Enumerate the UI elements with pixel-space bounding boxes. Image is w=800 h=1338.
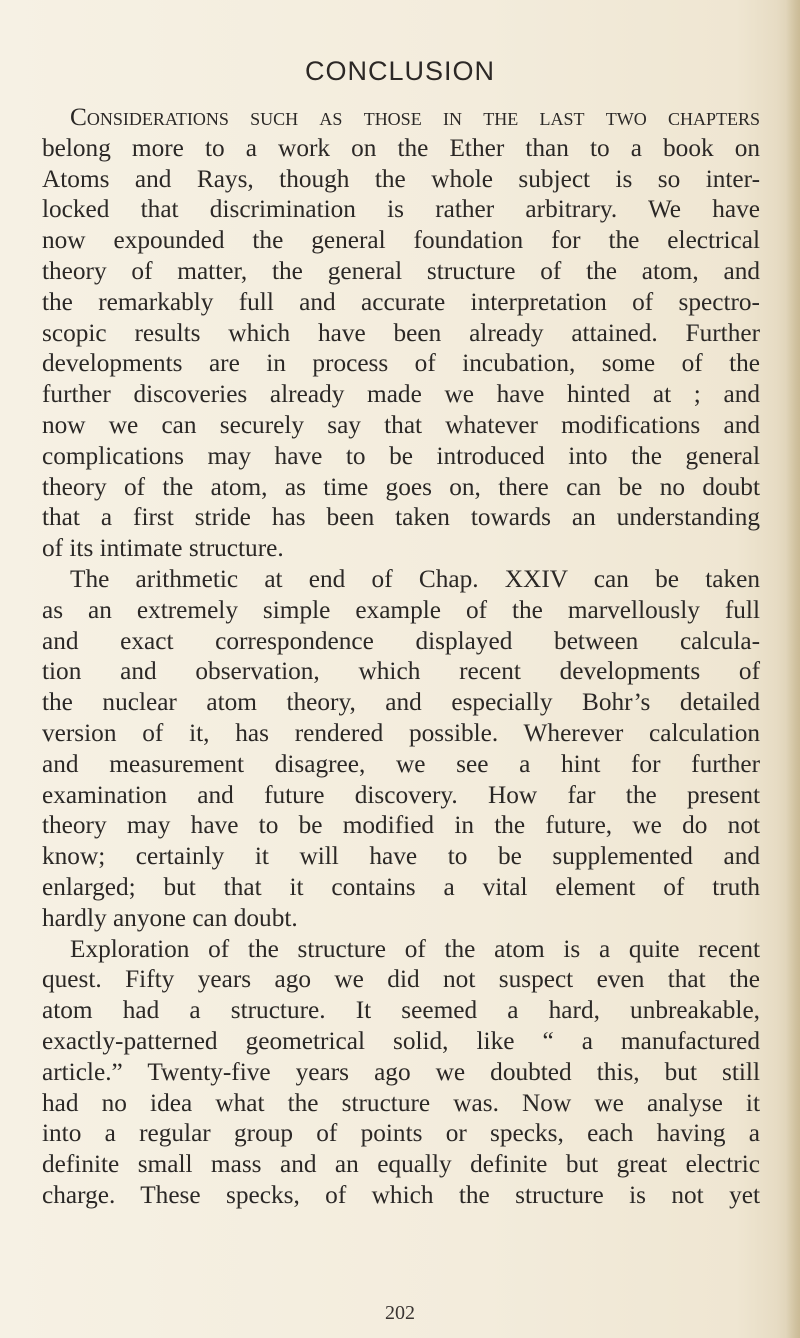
text-line: tion and observation, which recent developments of (42, 657, 760, 686)
text-line: examination and future discovery. How far the present (42, 780, 760, 809)
text-line: of its intimate structure. (42, 534, 284, 563)
page-title: CONCLUSION (304, 56, 496, 86)
text-line: Atoms and Rays, though the whole subject is so inter- (42, 164, 760, 193)
text-line: article.” Twenty-five years ago we doubted this, but still (42, 1057, 760, 1086)
text-line: definite small mass and an equally definite but great electric (42, 1150, 760, 1179)
text-line: version of it, has rendered possible. Wherever calculation (42, 718, 760, 747)
text-line: and measurement disagree, we see a hint for further (42, 749, 760, 778)
text-line: charge. These specks, of which the structure is not yet (42, 1180, 760, 1209)
text-line: had no idea what the structure was. Now we analyse it (42, 1088, 760, 1117)
text-line: hardly anyone can doubt. (42, 903, 298, 932)
text-line: scopic results which have been already attained. Further (42, 318, 760, 347)
text-line: theory may have to be modified in the future, we do not (42, 811, 760, 840)
text-line: as an extremely simple example of the marvellously full (42, 595, 760, 624)
paragraph-1 (42, 102, 760, 564)
text-line: that a first stride has been taken towards an understanding (42, 503, 760, 532)
text-line: developments are in process of incubation, some of the (42, 349, 760, 378)
text-line: the remarkably full and accurate interpretation of spectro- (42, 287, 760, 316)
text-line: now we can securely say that whatever modifications and (42, 410, 760, 439)
text-line: quest. Fifty years ago we did not suspect even that the (42, 965, 760, 994)
page-number: 202 (385, 1302, 415, 1324)
text-line: exactly-patterned geometrical solid, like “ a manufactured (42, 1026, 760, 1055)
text-line: and exact correspondence displayed between calcula- (42, 626, 760, 655)
text-line: know; certainly it will have to be supplemented and (42, 842, 760, 871)
text-line: belong more to a work on the Ether than to a book on (42, 133, 760, 162)
text-line: Exploration of the structure of the atom is a quite recent (70, 934, 760, 963)
text-line: the nuclear atom theory, and especially Bohr’s detailed (42, 688, 760, 717)
paragraph-2 (42, 564, 760, 934)
text-line: enlarged; but that it contains a vital element of truth (42, 872, 760, 901)
text-line: further discoveries already made we have hinted at ; and (42, 380, 760, 409)
paragraph-3 (42, 934, 760, 1211)
text-line: The arithmetic at end of Chap. XXIV can be taken (70, 564, 760, 593)
text-line: Considerations such as those in the last two chapters (70, 103, 760, 131)
text-line: complications may have to be introduced into the general (42, 441, 760, 470)
text-line: theory of matter, the general structure of the atom, and (42, 256, 760, 285)
body-text (42, 102, 760, 1211)
text-line: into a regular group of points or specks, each having a (42, 1119, 760, 1148)
text-line: atom had a structure. It seemed a hard, unbreakable, (42, 996, 760, 1025)
text-line: locked that discrimination is rather arbitrary. We have (42, 195, 760, 224)
text-line: theory of the atom, as time goes on, there can be no doubt (42, 472, 760, 501)
page-edge-shadow (786, 0, 800, 1338)
text-line: now expounded the general foundation for the electrical (42, 226, 760, 255)
